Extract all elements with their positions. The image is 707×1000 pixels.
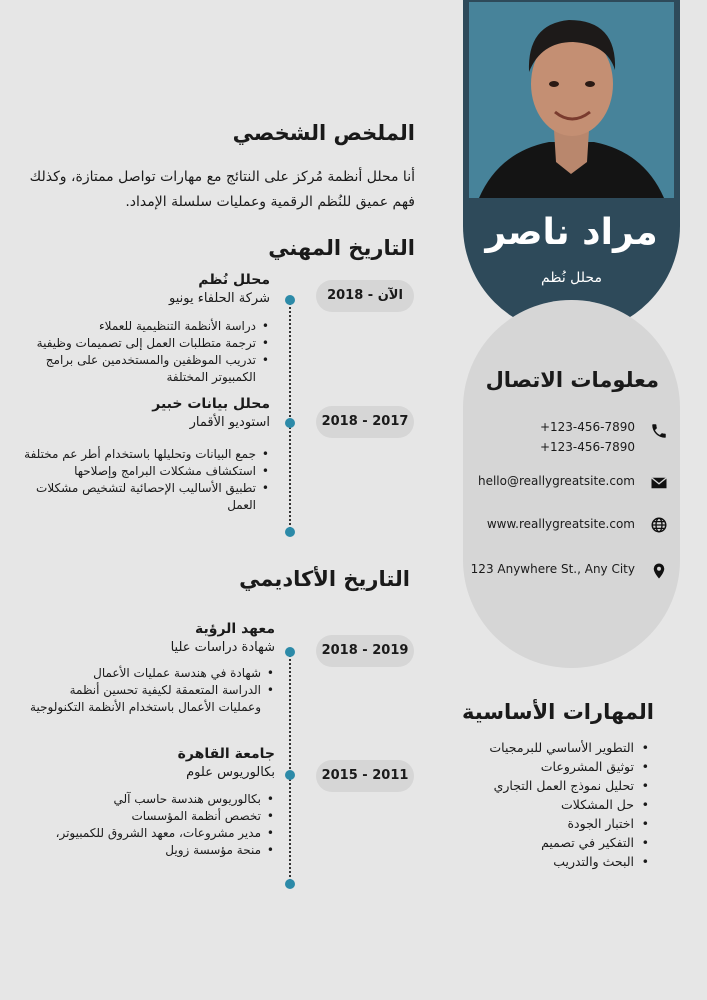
summary-text: أنا محلل أنظمة مُركز على النتائج مع مهارات تواصل ممتازة، وكذلك فهم عميق للنُظم الرقمية وعمليات سلسلة الإمداد. — [29, 169, 415, 210]
skills-list — [430, 738, 650, 871]
list-item: • البحث والتدريب — [430, 852, 650, 871]
job-title: محلل بيانات خبير — [152, 396, 270, 412]
school-name: معهد الرؤية — [195, 621, 275, 637]
list-item: • مدير مشروعات، معهد الشروق للكمبيوتر، — [30, 825, 275, 842]
phone-1: +123-456-7890 — [539, 420, 635, 434]
list-item: • جمع البيانات وتحليلها باستخدام أطر عم مختلفة — [20, 446, 270, 463]
list-item: • التطوير الأساسي للبرمجيات — [430, 738, 650, 757]
job-title: محلل نُظم — [198, 272, 270, 288]
education-details — [30, 791, 275, 859]
summary-title: الملخص الشخصي — [232, 121, 415, 145]
date-pill: الآن - 2018 — [316, 280, 414, 312]
address: 123 Anywhere St., Any City — [470, 562, 635, 576]
job-title: محلل نُظم — [541, 270, 602, 286]
education-title: التاريخ الأكاديمي — [239, 567, 410, 591]
list-item: • شهادة في هندسة عمليات الأعمال — [30, 665, 275, 682]
list-item: • منحة مؤسسة زويل — [30, 842, 275, 859]
date-pill: 2018 - 2017 — [316, 406, 414, 438]
timeline-dot — [285, 647, 295, 657]
degree-name: بكالوريوس علوم — [186, 765, 275, 780]
list-item: • تخصص أنظمة المؤسسات — [30, 808, 275, 825]
website[interactable]: www.reallygreatsite.com — [486, 517, 635, 531]
skills-title: المهارات الأساسية — [462, 700, 654, 724]
website-row — [463, 515, 680, 535]
education-timeline — [289, 652, 291, 884]
contact-title: معلومات الاتصال — [485, 368, 659, 392]
timeline-dot — [285, 527, 295, 537]
location-pin-icon — [650, 560, 668, 582]
experience-title: التاريخ المهني — [268, 236, 415, 260]
list-item: • التفكير في تصميم — [430, 833, 650, 852]
globe-icon — [650, 516, 668, 534]
timeline-dot — [285, 295, 295, 305]
experience-timeline — [289, 300, 291, 532]
list-item: • توثيق المشروعات — [430, 757, 650, 776]
date-pill: 2018 - 2019 — [316, 635, 414, 667]
company-name: شركة الحلفاء يونيو — [169, 291, 270, 306]
timeline-dot — [285, 418, 295, 428]
date-pill: 2015 - 2011 — [316, 760, 414, 792]
timeline-dot — [285, 770, 295, 780]
list-item: • حل المشكلات — [430, 795, 650, 814]
list-item: • تطبيق الأساليب الإحصائية لتشخيص مشكلات العمل — [20, 480, 270, 514]
list-item: • تحليل نموذج العمل التجاري — [430, 776, 650, 795]
list-item: • تدريب الموظفين والمستخدمين على برامج الكمبيوتر المختلفة — [20, 352, 270, 386]
timeline-dot — [285, 879, 295, 889]
education-details — [30, 665, 275, 716]
degree-name: شهادة دراسات عليا — [170, 640, 275, 655]
list-item: • دراسة الأنظمة التنظيمية للعملاء — [20, 318, 270, 335]
school-name: جامعة القاهرة — [177, 746, 275, 762]
phone-row — [463, 418, 680, 454]
list-item: • ترجمة متطلبات العمل إلى تصميمات وظيفية — [20, 335, 270, 352]
company-name: استوديو الأقمار — [189, 415, 270, 430]
list-item: • بكالوريوس هندسة حاسب آلي — [30, 791, 275, 808]
email-row — [463, 472, 680, 492]
list-item: • الدراسة المتعمقة لكيفية تحسين أنظمة وعمليات الأعمال باستخدام الأنظمة التكنولوجية — [30, 682, 275, 716]
profile-photo — [469, 2, 674, 198]
full-name: مراد ناصر — [485, 212, 658, 253]
mail-icon — [650, 474, 668, 492]
email[interactable]: hello@reallygreatsite.com — [477, 474, 635, 488]
job-duties — [20, 318, 270, 386]
list-item: • اختبار الجودة — [430, 814, 650, 833]
address-row — [463, 560, 680, 580]
phone-icon — [650, 422, 668, 440]
list-item: • استكشاف مشكلات البرامج وإصلاحها — [20, 463, 270, 480]
job-duties — [20, 446, 270, 514]
phone-2: +123-456-7890 — [539, 440, 635, 454]
